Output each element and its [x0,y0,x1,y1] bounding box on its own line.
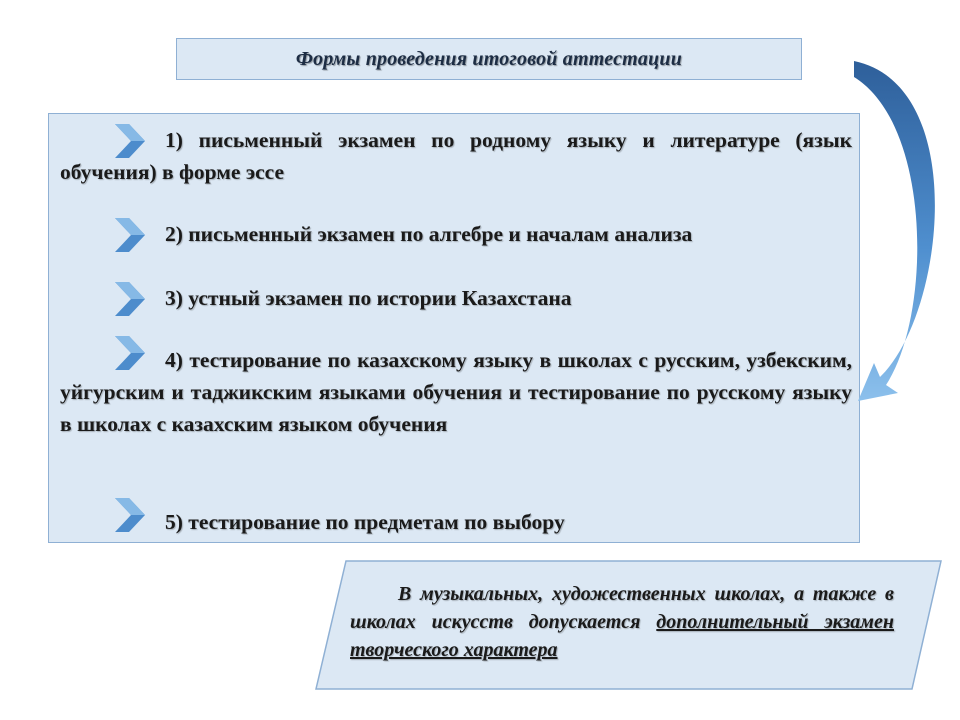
list-item-text: 4) тестирование по казахскому языку в школах с русским, узбекским, уйгурским и таджикским языками обучения и тестирование по русскому языку в школах с казахским языком обучения [60,348,852,436]
note-text [350,580,894,664]
list-item-text: 2) письменный экзамен по алгебре и началам анализа [165,222,693,246]
chevron-right-icon [115,336,145,370]
list-item [60,218,852,250]
curved-arrow-icon [820,55,960,415]
note-text-emphasis: дополнительный экзамен творческого характера [350,611,894,661]
note-box [314,560,944,690]
page-title: Формы проведения итоговой аттестации [295,47,683,70]
list-item-text: 1) письменный экзамен по родному языку и литературе (язык обучения) в форме эссе [60,128,852,184]
note-text-plain: В музыкальных, художественных школах, а также в школах искусств допускается [350,583,894,633]
forms-list [48,113,860,543]
list-item [60,124,852,188]
chevron-right-icon [115,498,145,532]
chevron-right-icon [115,124,145,158]
chevron-right-icon [115,282,145,316]
chevron-right-icon [115,218,145,252]
list-item-text: 3) устный экзамен по истории Казахстана [165,286,572,310]
list-item-text: 5) тестирование по предметам по выбору [165,510,565,534]
title-box [176,38,802,80]
list-item [60,344,852,440]
list-item [60,282,852,314]
list-item [60,506,852,538]
